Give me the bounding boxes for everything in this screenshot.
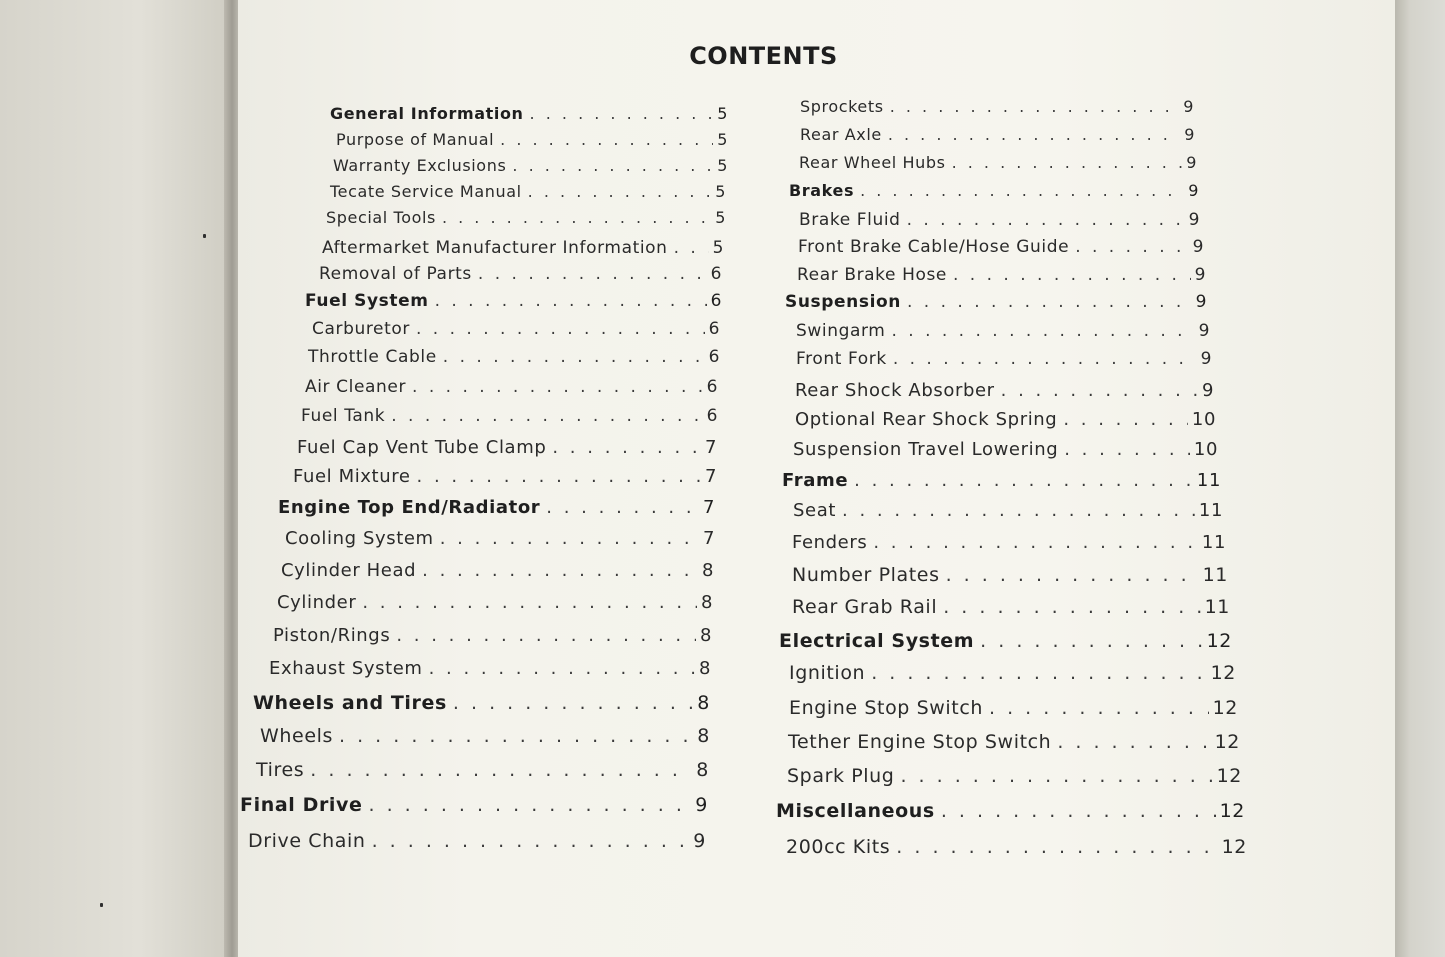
toc-page-number: 12: [1206, 630, 1232, 652]
dot-leader: [1057, 731, 1210, 753]
toc-label: Air Cleaner: [305, 377, 407, 397]
toc-page-number: 8: [697, 725, 710, 747]
toc-page-number: 5: [712, 238, 724, 258]
dot-leader: [674, 238, 709, 258]
toc-entry-rear-brake-hose: [797, 265, 1206, 285]
dot-leader: [391, 406, 702, 426]
dot-leader: [442, 208, 711, 227]
toc-page-number: 5: [715, 182, 726, 201]
dot-leader: [860, 181, 1184, 200]
toc-page-number: 11: [1202, 564, 1228, 586]
toc-entry-swingarm: [796, 321, 1210, 341]
dot-leader: [362, 592, 697, 613]
toc-entry-rear-axle: [800, 125, 1195, 144]
dot-leader: [478, 264, 707, 284]
toc-page-number: 8: [697, 692, 710, 714]
dot-leader: [443, 347, 705, 367]
dot-leader: [546, 497, 699, 518]
toc-label: Wheels: [260, 725, 333, 747]
toc-label: Fuel Cap Vent Tube Clamp: [297, 437, 547, 458]
toc-label: Piston/Rings: [273, 625, 391, 646]
toc-page-number: 9: [1194, 265, 1206, 285]
toc-page-number: 9: [695, 794, 708, 816]
toc-label: Electrical System: [779, 630, 975, 652]
toc-entry-engine-stop-switch: [789, 697, 1238, 719]
toc-entry-rear-shock-absorber: [795, 380, 1214, 401]
ink-mark: [100, 903, 103, 907]
toc-page-number: 12: [1212, 697, 1238, 719]
toc-label: Warranty Exclusions: [333, 156, 507, 175]
dot-leader: [888, 125, 1180, 144]
toc-entry-air-cleaner: [305, 377, 718, 397]
toc-label: Carburetor: [312, 319, 410, 339]
toc-entry-suspension-travel-lowering: [793, 439, 1218, 460]
toc-page-number: 10: [1193, 439, 1218, 460]
toc-page-number: 5: [715, 208, 726, 227]
toc-entry-seat: [793, 500, 1223, 521]
toc-label: 200cc Kits: [786, 836, 891, 858]
toc-page-number: 7: [704, 466, 717, 487]
toc-section-brakes: [789, 181, 1199, 200]
toc-entry-sprockets: [800, 97, 1194, 116]
toc-page-number: 10: [1191, 409, 1216, 430]
toc-label: Engine Top End/Radiator: [278, 497, 541, 518]
toc-entry-fuel-tank: [301, 406, 718, 426]
toc-entry-brake-fluid: [799, 210, 1200, 230]
dot-leader: [412, 377, 703, 397]
toc-label: Removal of Parts: [319, 264, 472, 284]
toc-label: Swingarm: [796, 321, 886, 341]
toc-entry-fenders: [792, 532, 1226, 553]
toc-page-number: 9: [1200, 349, 1212, 369]
toc-page-number: 9: [1201, 380, 1214, 401]
toc-label: Fuel Mixture: [293, 466, 411, 487]
dot-leader: [1075, 237, 1188, 257]
toc-label: Tecate Service Manual: [330, 182, 522, 201]
toc-entry-purpose-of-manual: [336, 130, 728, 149]
toc-label: Suspension Travel Lowering: [793, 439, 1059, 460]
toc-section-miscellaneous: [776, 800, 1245, 822]
toc-page-number: 6: [708, 319, 720, 339]
dot-leader: [417, 466, 701, 487]
dot-leader: [396, 625, 696, 646]
dot-leader: [1001, 380, 1198, 401]
toc-entry-removal-of-parts: [319, 264, 722, 284]
toc-page-number: 6: [710, 291, 722, 311]
toc-entry-cylinder-head: [281, 560, 714, 581]
toc-label: Number Plates: [792, 564, 940, 586]
dot-leader: [435, 291, 707, 311]
toc-entry-wheels: [260, 725, 710, 747]
dot-leader: [989, 697, 1209, 719]
toc-page-number: 11: [1201, 532, 1226, 553]
dot-leader: [854, 470, 1193, 491]
toc-label: Tether Engine Stop Switch: [788, 731, 1052, 753]
toc-page-number: 11: [1198, 500, 1223, 521]
toc-label: Rear Shock Absorber: [795, 380, 995, 401]
toc-entry-number-plates: [792, 564, 1228, 586]
dot-leader: [500, 130, 713, 149]
toc-entry-spark-plug: [787, 765, 1242, 787]
toc-section-suspension: [785, 292, 1207, 312]
toc-label: Seat: [793, 500, 836, 521]
dot-leader: [429, 658, 695, 679]
toc-label: Cylinder Head: [281, 560, 417, 581]
toc-label: Fenders: [792, 532, 868, 553]
dot-leader: [893, 349, 1197, 369]
toc-page-number: 8: [700, 592, 713, 613]
toc-page-number: 9: [1183, 97, 1194, 116]
toc-entry-fuel-mixture: [293, 466, 717, 487]
toc-section-engine-top-end-radiator: [278, 497, 715, 518]
left-page: [0, 0, 232, 957]
toc-label: General Information: [330, 104, 524, 123]
toc-page-number: 7: [702, 497, 715, 518]
toc-page-number: 9: [1186, 153, 1197, 172]
toc-page-number: 9: [1188, 181, 1199, 200]
toc-page-number: 6: [706, 377, 718, 397]
dot-leader: [310, 759, 692, 781]
toc-entry-piston-rings: [273, 625, 712, 646]
toc-label: Miscellaneous: [776, 800, 935, 822]
dot-leader: [941, 800, 1216, 822]
dot-leader: [946, 564, 1199, 586]
dot-leader: [980, 630, 1202, 652]
toc-label: Fuel Tank: [301, 406, 386, 426]
toc-page-number: 9: [1192, 237, 1204, 257]
toc-label: Rear Wheel Hubs: [799, 153, 946, 172]
page-title: CONTENTS: [689, 42, 838, 70]
dot-leader: [1064, 439, 1190, 460]
toc-label: Cylinder: [277, 592, 357, 613]
dot-leader: [422, 560, 698, 581]
toc-entry-front-fork: [796, 349, 1212, 369]
toc-label: Tires: [256, 759, 305, 781]
toc-label: Front Fork: [796, 349, 887, 369]
toc-entry-throttle-cable: [308, 347, 720, 367]
toc-section-final-drive: [240, 794, 708, 816]
toc-label: Fuel System: [305, 291, 429, 311]
toc-label: Rear Axle: [800, 125, 882, 144]
toc-page-number: 7: [702, 528, 715, 549]
dot-leader: [530, 104, 714, 123]
toc-entry-exhaust-system: [269, 658, 711, 679]
toc-page-number: 5: [717, 104, 728, 123]
toc-label: Special Tools: [326, 208, 436, 227]
toc-label: Purpose of Manual: [336, 130, 495, 149]
toc-entry-ignition: [789, 662, 1236, 684]
toc-entry-rear-grab-rail: [792, 596, 1230, 618]
dot-leader: [907, 292, 1192, 312]
toc-entry-cylinder: [277, 592, 713, 613]
toc-label: Wheels and Tires: [253, 692, 447, 714]
page-edge: [1395, 0, 1445, 957]
toc-label: Drive Chain: [248, 830, 366, 852]
toc-entry-aftermarket-manufacturer-information: [322, 238, 724, 258]
toc-label: Sprockets: [800, 97, 884, 116]
toc-entry-200cc-kits: [786, 836, 1247, 858]
dot-leader: [953, 265, 1191, 285]
toc-entry-fuel-cap-vent-tube-clamp: [297, 437, 717, 458]
toc-entry-tires: [256, 759, 709, 781]
toc-section-wheels-and-tires: [253, 692, 710, 714]
dot-leader: [372, 830, 690, 852]
toc-page-number: 9: [1184, 125, 1195, 144]
toc-page-number: 9: [693, 830, 706, 852]
toc-page-number: 7: [704, 437, 717, 458]
dot-leader: [339, 725, 693, 747]
toc-page-number: 9: [1198, 321, 1210, 341]
dot-leader: [842, 500, 1195, 521]
toc-page-number: 5: [717, 130, 728, 149]
toc-label: Rear Grab Rail: [792, 596, 938, 618]
toc-page-number: 12: [1216, 765, 1242, 787]
toc-entry-rear-wheel-hubs: [799, 153, 1197, 172]
toc-page-number: 6: [706, 406, 718, 426]
toc-page-number: 11: [1196, 470, 1221, 491]
toc-label: Aftermarket Manufacturer Information: [322, 238, 668, 258]
dot-leader: [528, 182, 712, 201]
dot-leader: [890, 97, 1180, 116]
toc-label: Front Brake Cable/Hose Guide: [798, 237, 1070, 257]
toc-label: Brake Fluid: [799, 210, 901, 230]
toc-page-number: 9: [1188, 210, 1200, 230]
dot-leader: [416, 319, 705, 339]
toc-section-fuel-system: [305, 291, 722, 311]
toc-entry-front-brake-cable-hose-guide: [798, 237, 1204, 257]
toc-entry-optional-rear-shock-spring: [795, 409, 1216, 430]
toc-label: Throttle Cable: [308, 347, 437, 367]
toc-label: Final Drive: [240, 794, 363, 816]
toc-label: Optional Rear Shock Spring: [795, 409, 1058, 430]
toc-label: Rear Brake Hose: [797, 265, 947, 285]
toc-label: Brakes: [789, 181, 855, 200]
dot-leader: [943, 596, 1200, 618]
toc-label: Frame: [782, 470, 849, 491]
dot-leader: [1063, 409, 1188, 430]
dot-leader: [873, 532, 1198, 553]
dot-leader: [871, 662, 1206, 684]
toc-label: Engine Stop Switch: [789, 697, 984, 719]
dot-leader: [512, 156, 713, 175]
toc-page-number: 8: [701, 560, 714, 581]
dot-leader: [440, 528, 699, 549]
toc-page-number: 12: [1210, 662, 1236, 684]
toc-page-number: 8: [699, 625, 712, 646]
toc-page-number: 6: [710, 264, 722, 284]
toc-page-number: 8: [696, 759, 709, 781]
toc-section-electrical-system: [779, 630, 1232, 652]
toc-page-number: 9: [1195, 292, 1207, 312]
dot-leader: [891, 321, 1194, 341]
toc-page-number: 11: [1204, 596, 1230, 618]
toc-section-general-information: [330, 104, 728, 123]
toc-label: Suspension: [785, 292, 901, 312]
toc-entry-special-tools: [326, 208, 726, 227]
toc-page-number: 5: [717, 156, 728, 175]
dot-leader: [896, 836, 1217, 858]
dot-leader: [900, 765, 1212, 787]
toc-label: Cooling System: [285, 528, 434, 549]
dot-leader: [369, 794, 692, 816]
toc-entry-carburetor: [312, 319, 720, 339]
dot-leader: [552, 437, 701, 458]
toc-page-number: 6: [708, 347, 720, 367]
toc-label: Spark Plug: [787, 765, 895, 787]
toc-label: Exhaust System: [269, 658, 423, 679]
dot-leader: [453, 692, 693, 714]
toc-page-number: 8: [698, 658, 711, 679]
toc-label: Ignition: [789, 662, 866, 684]
toc-page-number: 12: [1214, 731, 1240, 753]
dot-leader: [952, 153, 1183, 172]
toc-entry-tether-engine-stop-switch: [788, 731, 1240, 753]
toc-page-number: 12: [1221, 836, 1247, 858]
toc-section-frame: [782, 470, 1221, 491]
toc-entry-tecate-service-manual: [330, 182, 726, 201]
toc-entry-drive-chain: [248, 830, 706, 852]
ink-mark: [203, 234, 206, 238]
toc-entry-cooling-system: [285, 528, 715, 549]
toc-entry-warranty-exclusions: [333, 156, 728, 175]
toc-page-number: 12: [1219, 800, 1245, 822]
dot-leader: [907, 210, 1185, 230]
